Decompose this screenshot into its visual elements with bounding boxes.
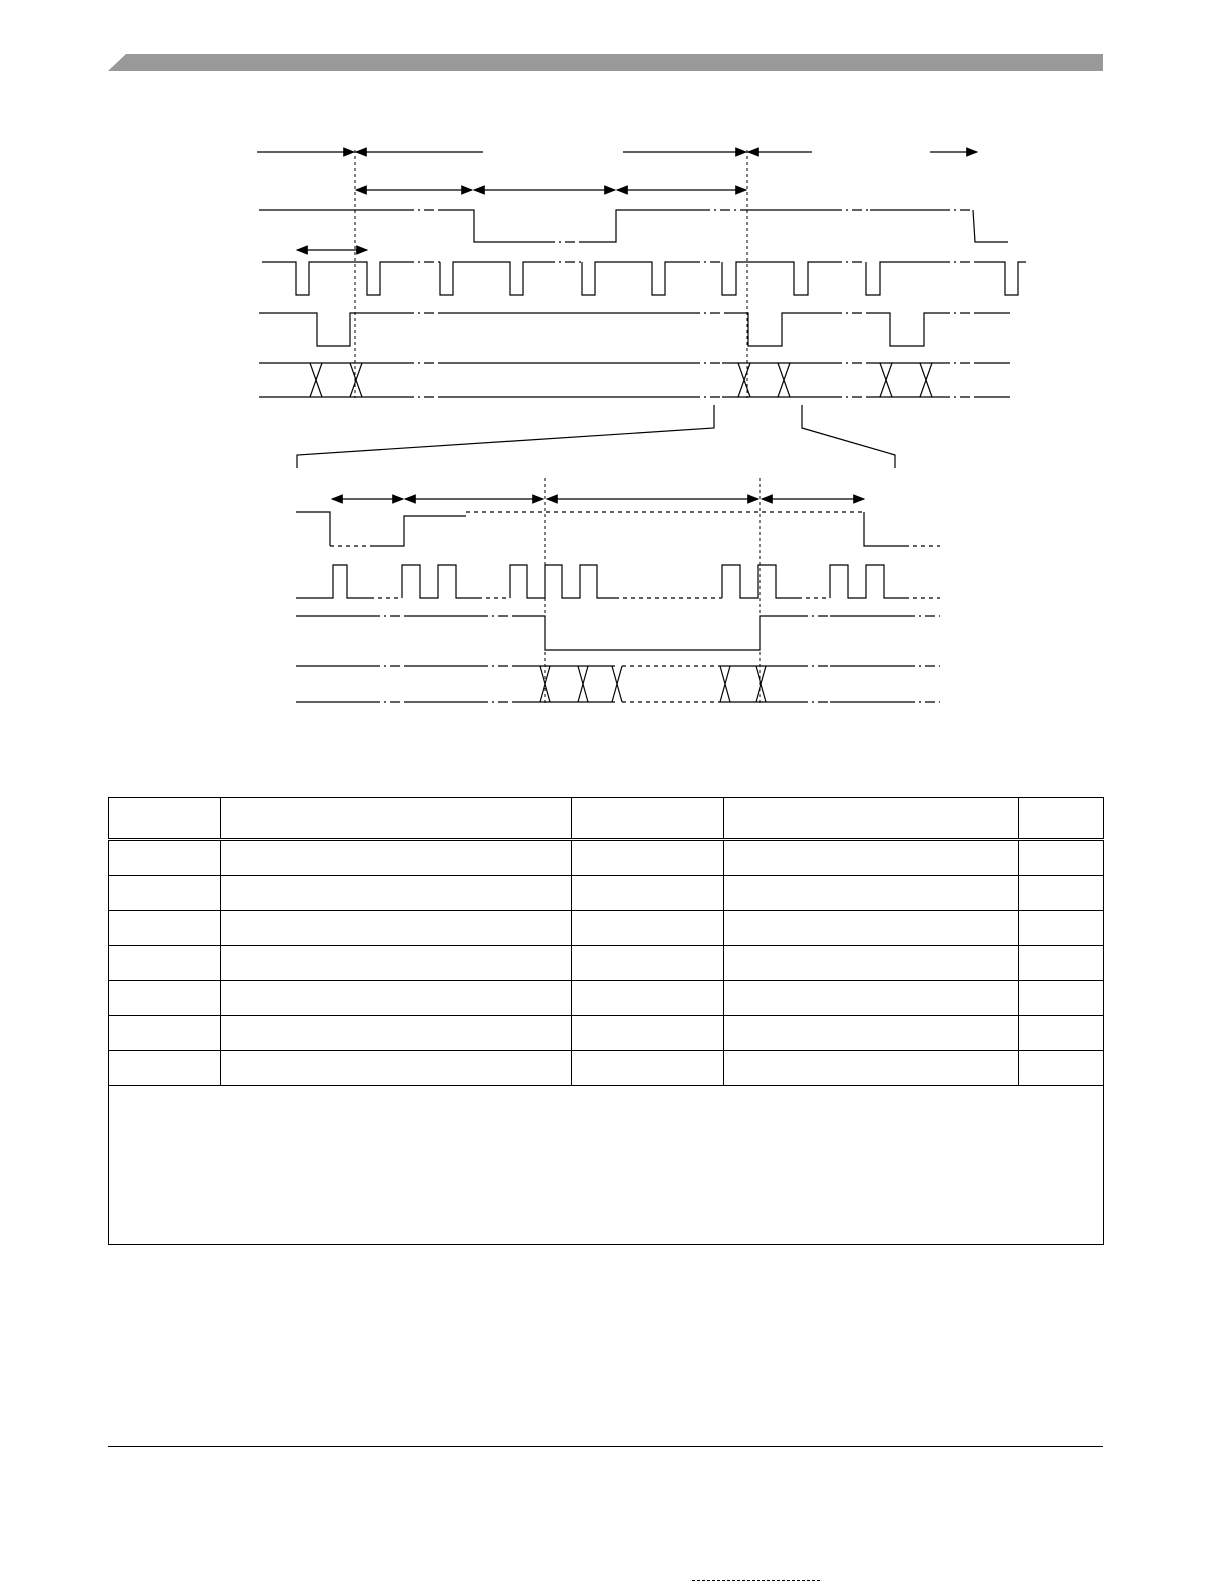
table-notes-row <box>109 1086 1104 1245</box>
detail-signal-strobe <box>296 616 940 650</box>
table-cell <box>1019 876 1104 911</box>
footer-rule <box>108 1446 1103 1447</box>
table-cell <box>572 840 724 876</box>
table-cell <box>221 1016 572 1051</box>
table-cell <box>724 981 1019 1016</box>
table-cell <box>221 911 572 946</box>
table-cell <box>109 1016 221 1051</box>
signal-clk <box>262 262 1026 295</box>
delay-arrows <box>297 190 746 250</box>
timing-diagram <box>0 0 1223 760</box>
table-cell <box>1019 981 1104 1016</box>
table-cell <box>724 1051 1019 1086</box>
zoom-bracket <box>297 405 895 468</box>
detail-signal-cs <box>296 512 940 546</box>
header-max <box>724 798 1019 840</box>
timing-parameters-table <box>108 797 1104 1245</box>
table-row <box>109 876 1104 911</box>
bottom-strip <box>692 1580 820 1581</box>
table-cell <box>109 946 221 981</box>
table-cell <box>724 911 1019 946</box>
table-cell <box>572 911 724 946</box>
table-cell <box>724 946 1019 981</box>
table-cell <box>109 1051 221 1086</box>
table-notes <box>109 1086 1104 1245</box>
table-cell <box>1019 1051 1104 1086</box>
table-cell <box>221 981 572 1016</box>
table-cell <box>572 876 724 911</box>
table-cell <box>724 876 1019 911</box>
table-row <box>109 911 1104 946</box>
table-cell <box>572 981 724 1016</box>
table-cell <box>724 1016 1019 1051</box>
table-cell <box>109 911 221 946</box>
header-symbol <box>109 798 221 840</box>
table-header-row <box>109 798 1104 840</box>
table-cell <box>109 876 221 911</box>
table-cell <box>221 876 572 911</box>
header-description <box>221 798 572 840</box>
table-cell <box>221 946 572 981</box>
header-unit <box>1019 798 1104 840</box>
table-row <box>109 946 1104 981</box>
table-cell <box>572 1051 724 1086</box>
header-min <box>572 798 724 840</box>
table-cell <box>572 1016 724 1051</box>
table-cell <box>1019 911 1104 946</box>
table-row <box>109 981 1104 1016</box>
table-cell <box>1019 946 1104 981</box>
signal-data <box>259 363 1010 397</box>
table-row <box>109 1051 1104 1086</box>
detail-signal-clk <box>296 565 940 598</box>
table-cell <box>572 946 724 981</box>
table-cell <box>221 1051 572 1086</box>
signal-strobe <box>259 313 1010 346</box>
reference-lines <box>355 150 760 703</box>
table-cell <box>109 981 221 1016</box>
table-cell <box>109 840 221 876</box>
table-cell <box>221 840 572 876</box>
table-cell <box>1019 1016 1104 1051</box>
table-row <box>109 1016 1104 1051</box>
signal-cs <box>259 210 1008 242</box>
table-row <box>109 840 1104 876</box>
table-cell <box>1019 840 1104 876</box>
table-cell <box>724 840 1019 876</box>
detail-signal-data <box>296 666 940 702</box>
